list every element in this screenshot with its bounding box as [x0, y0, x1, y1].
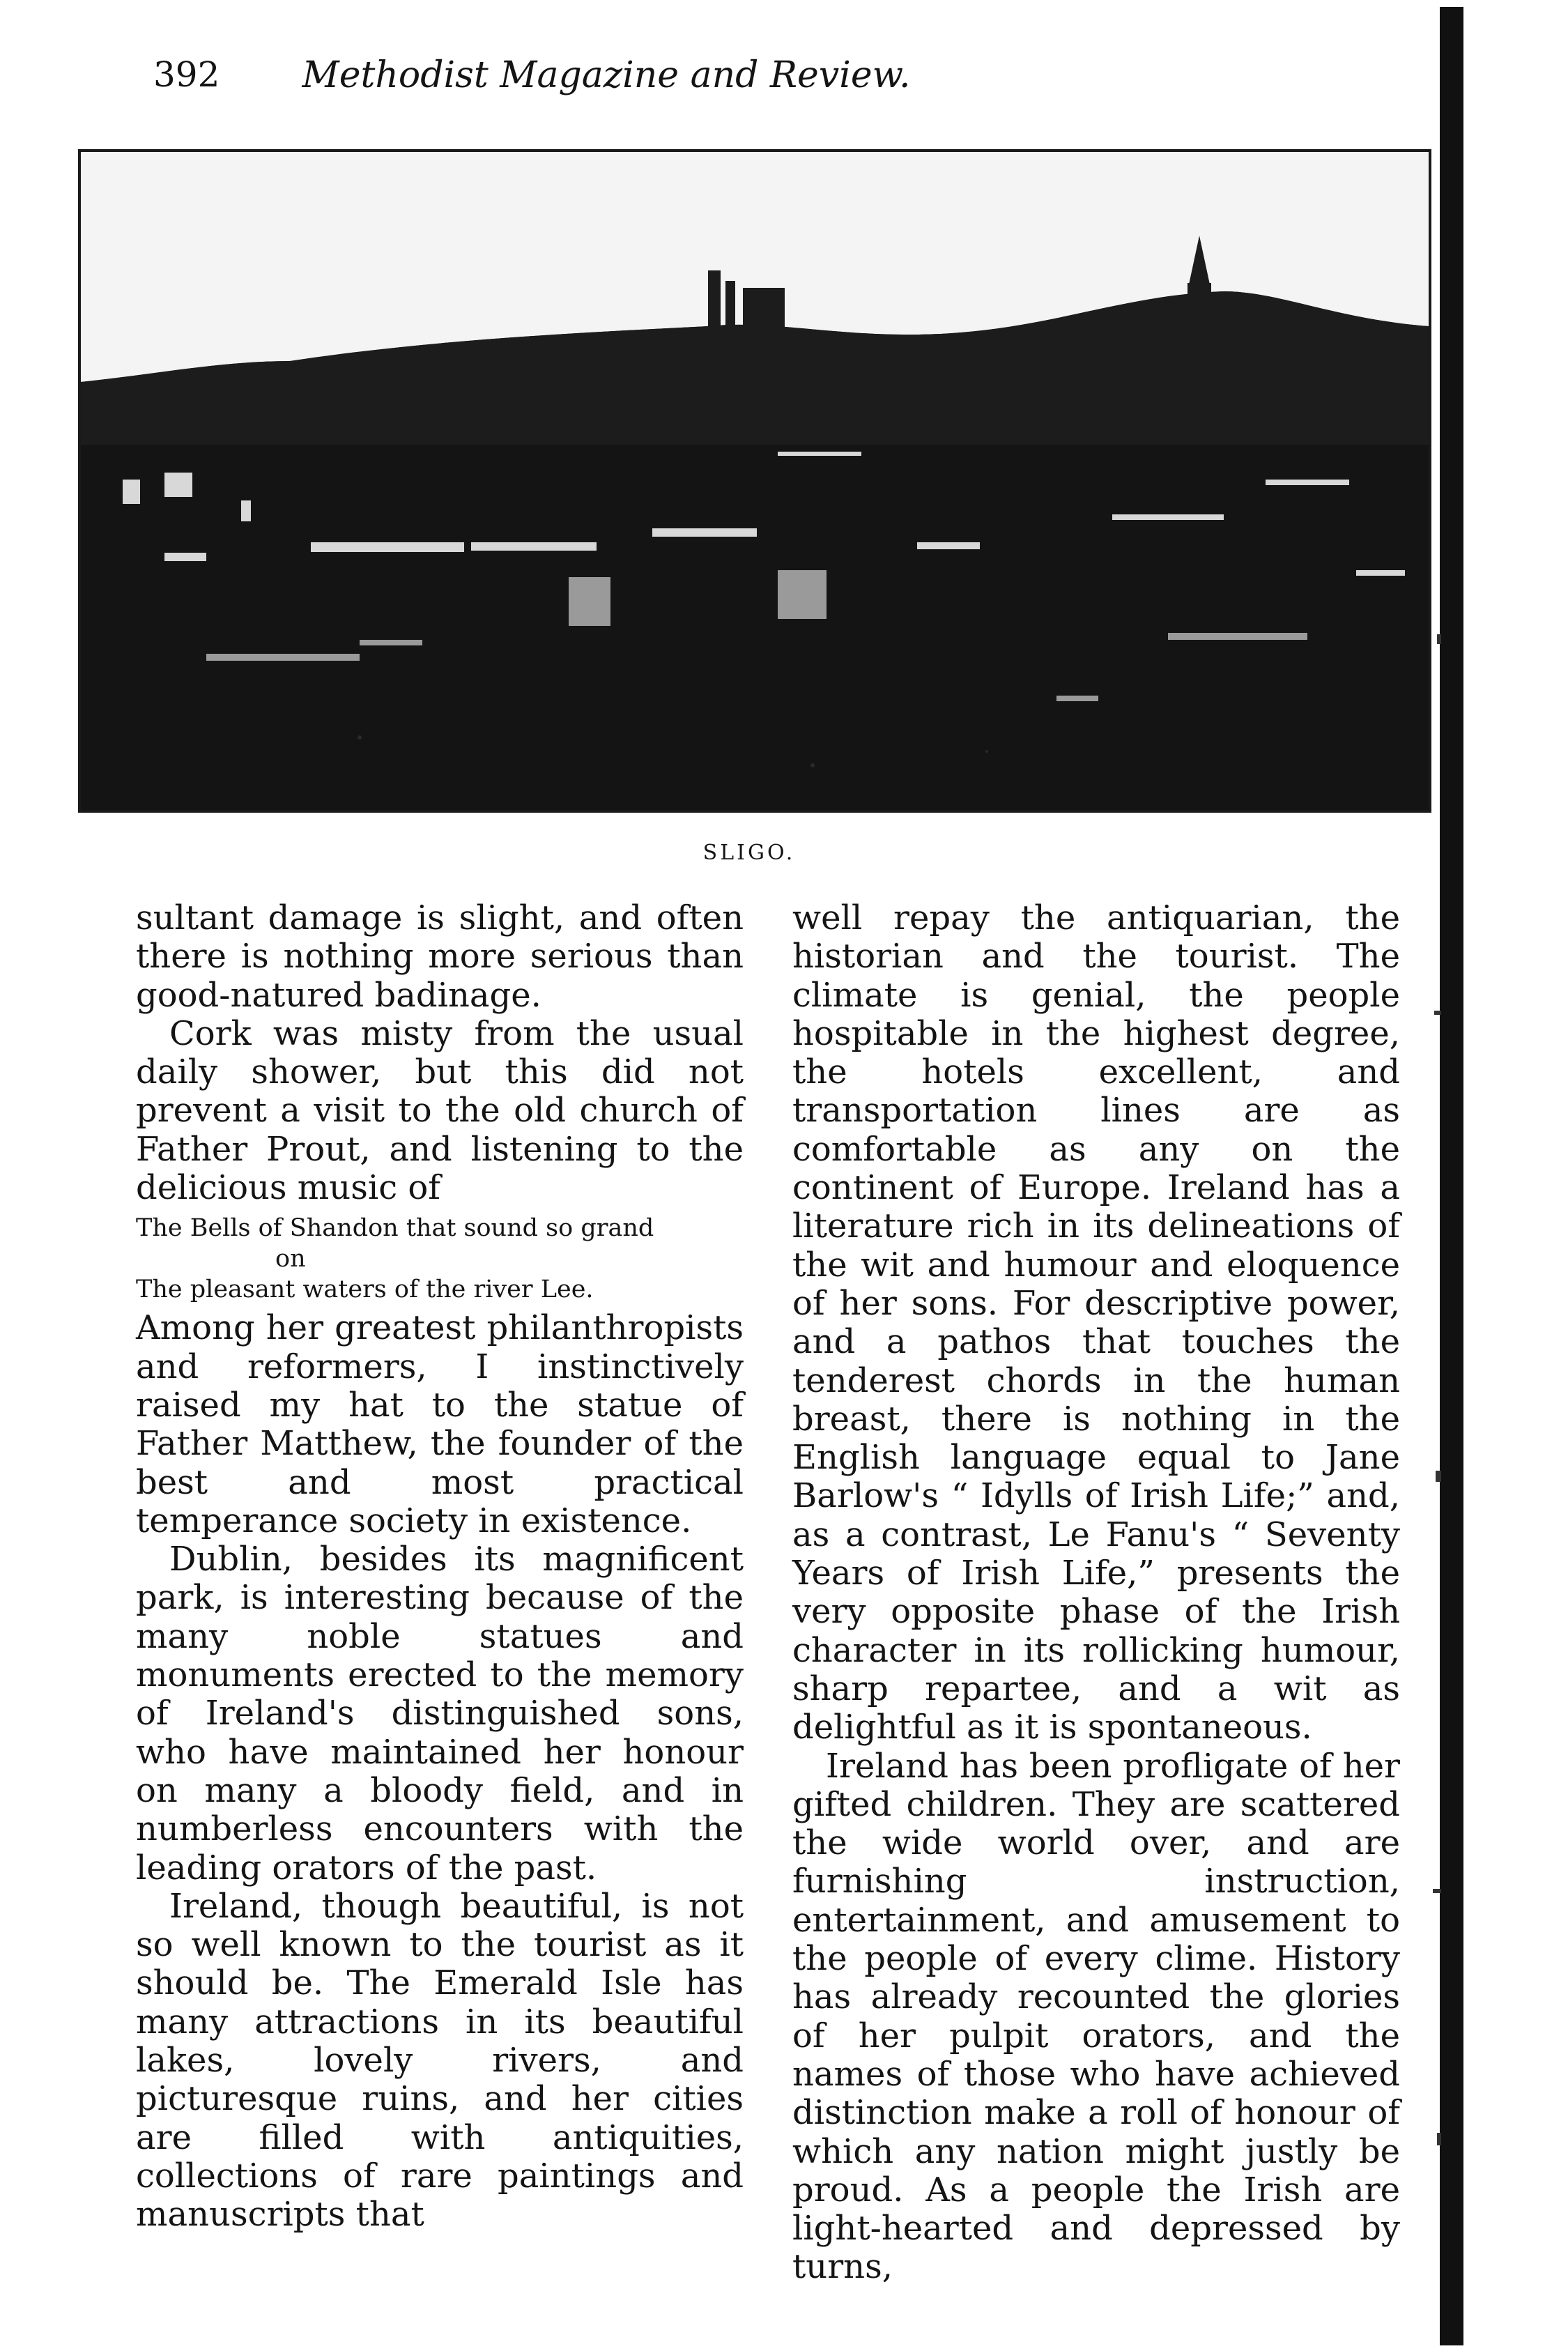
figure-caption: SLIGO. [702, 841, 796, 865]
paragraph: Among her greatest philanthropists and reformers, I instinctively raised my hat to the statue of Father Matthew, the founder of the best and most practical temperance society in existence. [136, 1308, 744, 1540]
running-title: Methodist Magazine and Review. [302, 54, 911, 96]
verse-line: The Bells of Shandon that sound so grand [136, 1214, 654, 1243]
town-view-image [81, 152, 1429, 810]
paragraph: Ireland, though beautiful, is not so well known to the tourist as it should be. The Emerald Isle has many attractions in its beautiful lakes, lovely rivers, and picturesque ruins, and her cities are filled with antiquities, collections of rare paintings and manuscripts that [136, 1886, 744, 2235]
paragraph: Dublin, besides its magnificent park, is interesting because of the many noble statues and monuments erected to the memory of Ireland's distinguished sons, who have maintained her honour on many a bloody field, and in numberless encounters with the leading orators of the past. [136, 1540, 744, 1887]
verse-line: The pleasant waters of the river Lee. [136, 1276, 594, 1304]
verse-quote [136, 1213, 744, 1305]
paragraph: Ireland has been profligate of her gifted children. They are scattered the wide world over, and are furnishing instruction, entertainment, and amusement to the people of every clime. History has already recounted the glories of her pulpit orators, and the names of those who have achieved distinction make a roll of honour of which any nation might justly be proud. As a people the Irish are light-hearted and depressed by turns, [792, 1746, 1400, 2287]
paragraph: well repay the antiquarian, the historian and the tourist. The climate is genial, the people hospitable in the highest degree, the hotels excellent, and transportation lines are as comfortable as any on the continent of Europe. Ireland has a literature rich in its delineations of the wit and humour and eloquence of her sons. For descriptive power, and a pathos that touches the tenderest chords in the human breast, there is nothing in the English language equal to Jane Barlow's “ Idylls of Irish Life;” and, as a contrast, Le Fanu's “ Seventy Years of Irish Life,” presents the very opposite phase of the Irish character in its rollicking humour, sharp repartee, and a wit as delightful as it is spontaneous. [792, 898, 1400, 1747]
scan-edge-shadow [1440, 7, 1463, 2345]
page-header [139, 54, 1073, 110]
sligo-photograph [78, 149, 1431, 813]
verse-line-continuation: on [275, 1245, 306, 1273]
right-column [792, 899, 1400, 2287]
scan-edge-specks [1422, 7, 1443, 2345]
paragraph: sultant damage is slight, and often there is nothing more serious than good-natured badinage. [136, 898, 744, 1015]
page-number: 392 [153, 54, 220, 95]
paragraph: Cork was misty from the usual daily shower, but this did not prevent a visit to the old church of Father Prout, and listening to the delicious music of [136, 1013, 744, 1208]
left-column [136, 899, 744, 2235]
